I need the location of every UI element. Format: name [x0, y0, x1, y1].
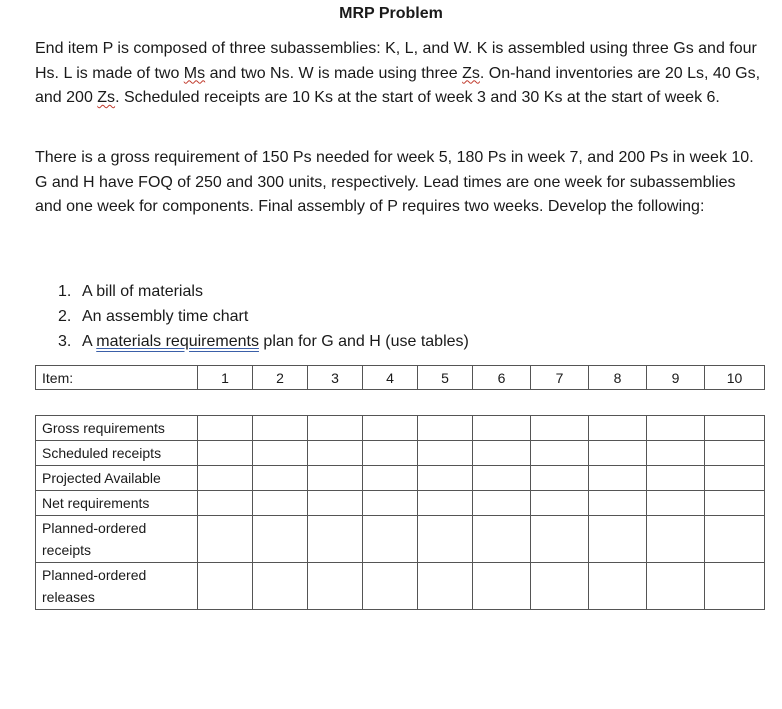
paragraph-text: . Scheduled receipts are 10 Ks at the start of week 3 and 30 Ks at the start of week 6. [115, 89, 720, 106]
table-cell[interactable] [253, 563, 308, 610]
page-title: MRP Problem [339, 5, 443, 22]
table-cell[interactable] [253, 516, 308, 563]
table-cell[interactable] [418, 466, 473, 491]
table-cell[interactable] [473, 416, 531, 441]
table-cell[interactable] [253, 466, 308, 491]
list-item [58, 304, 469, 329]
list-number: 3. [58, 333, 72, 350]
table-cell[interactable] [308, 466, 363, 491]
table-cell[interactable] [418, 416, 473, 441]
table-cell[interactable] [531, 416, 589, 441]
table-cell[interactable] [705, 466, 765, 491]
table-cell[interactable] [589, 563, 647, 610]
table-row [36, 416, 765, 441]
table-row [36, 466, 765, 491]
table-cell[interactable] [198, 563, 253, 610]
table-cell[interactable] [589, 516, 647, 563]
list-text: An assembly time chart [82, 308, 249, 325]
week-cell: 10 [705, 366, 765, 390]
week-cell: 5 [418, 366, 473, 390]
table-row [36, 366, 765, 390]
week-header-table [35, 365, 765, 390]
table-cell[interactable] [363, 563, 418, 610]
week-cell: 1 [198, 366, 253, 390]
spellcheck-word: Zs [97, 89, 116, 106]
problem-paragraph-2: There is a gross requirement of 150 Ps needed for week 5, 180 Ps in week 7, and 200 Ps in week 10. G and H have FOQ of 250 and 300 units, respectively. Lead times are one week for subassemblies and one week for components. Final assembly of P requires two weeks. Develop the following: [35, 149, 754, 215]
table-cell[interactable] [705, 491, 765, 516]
paragraph-text: End item P is composed of three subassemblies: K, L, and W. K is assembled using three Gs and four Hs. L is made of two [35, 40, 757, 82]
table-cell[interactable] [308, 416, 363, 441]
table-cell[interactable] [363, 491, 418, 516]
table-cell[interactable] [253, 491, 308, 516]
table-cell[interactable] [647, 563, 705, 610]
list-text: A bill of materials [82, 283, 203, 300]
table-cell[interactable] [647, 441, 705, 466]
table-cell[interactable] [473, 563, 531, 610]
row-label: Planned-ordered releases [36, 563, 198, 610]
mrp-table [35, 415, 765, 610]
table-cell[interactable] [418, 563, 473, 610]
table-cell[interactable] [198, 441, 253, 466]
table-cell[interactable] [418, 491, 473, 516]
table-cell[interactable] [647, 416, 705, 441]
table-cell[interactable] [198, 466, 253, 491]
list-text: plan for G and H (use tables) [258, 333, 469, 350]
table-cell[interactable] [198, 491, 253, 516]
grammar-flag-text: materials requirements [96, 333, 259, 350]
table-cell[interactable] [647, 466, 705, 491]
table-cell[interactable] [473, 491, 531, 516]
table-cell[interactable] [363, 516, 418, 563]
spellcheck-word: Ms [183, 64, 206, 82]
list-number: 2. [58, 308, 72, 325]
week-cell: 9 [647, 366, 705, 390]
table-cell[interactable] [198, 516, 253, 563]
table-cell[interactable] [363, 466, 418, 491]
week-cell: 3 [308, 366, 363, 390]
table-cell[interactable] [647, 516, 705, 563]
table-cell[interactable] [531, 563, 589, 610]
table-cell[interactable] [531, 441, 589, 466]
table-cell[interactable] [589, 441, 647, 466]
table-cell[interactable] [705, 441, 765, 466]
list-item [58, 279, 469, 304]
row-label: Planned-ordered receipts [36, 516, 198, 563]
table-cell[interactable] [531, 466, 589, 491]
table-cell[interactable] [473, 466, 531, 491]
table-row [36, 516, 765, 563]
table-cell[interactable] [418, 441, 473, 466]
paragraph-text: and two Ns. W is made using three [205, 64, 463, 82]
table-cell[interactable] [308, 491, 363, 516]
table-cell[interactable] [473, 516, 531, 563]
week-cell: 4 [363, 366, 418, 390]
table-cell[interactable] [705, 416, 765, 441]
table-cell[interactable] [705, 563, 765, 610]
table-row [36, 441, 765, 466]
problem-paragraph-1 [35, 37, 765, 111]
paragraph-text: . On-hand inventories are 20 Ls, 40 Gs, and 200 [35, 64, 761, 106]
list-item [58, 329, 469, 354]
item-label: Item: [36, 366, 198, 390]
table-cell[interactable] [473, 441, 531, 466]
week-cell: 8 [589, 366, 647, 390]
table-cell[interactable] [308, 563, 363, 610]
table-cell[interactable] [531, 491, 589, 516]
table-cell[interactable] [647, 491, 705, 516]
table-cell[interactable] [589, 466, 647, 491]
list-number: 1. [58, 283, 72, 300]
table-cell[interactable] [308, 441, 363, 466]
week-cell: 2 [253, 366, 308, 390]
table-row [36, 563, 765, 610]
table-cell[interactable] [363, 416, 418, 441]
table-row [36, 491, 765, 516]
table-cell[interactable] [198, 416, 253, 441]
row-label: Projected Available [36, 466, 198, 491]
table-cell[interactable] [308, 516, 363, 563]
table-cell[interactable] [589, 491, 647, 516]
week-cell: 7 [531, 366, 589, 390]
row-label: Scheduled receipts [36, 441, 198, 466]
task-list [58, 279, 469, 354]
table-cell[interactable] [253, 441, 308, 466]
table-cell[interactable] [531, 516, 589, 563]
table-cell[interactable] [705, 516, 765, 563]
row-label: Net requirements [36, 491, 198, 516]
list-text: A [82, 333, 97, 350]
table-cell[interactable] [253, 416, 308, 441]
week-cell: 6 [473, 366, 531, 390]
table-cell[interactable] [418, 516, 473, 563]
spellcheck-word: Zs [462, 64, 480, 82]
table-cell[interactable] [589, 416, 647, 441]
row-label: Gross requirements [36, 416, 198, 441]
table-cell[interactable] [363, 441, 418, 466]
